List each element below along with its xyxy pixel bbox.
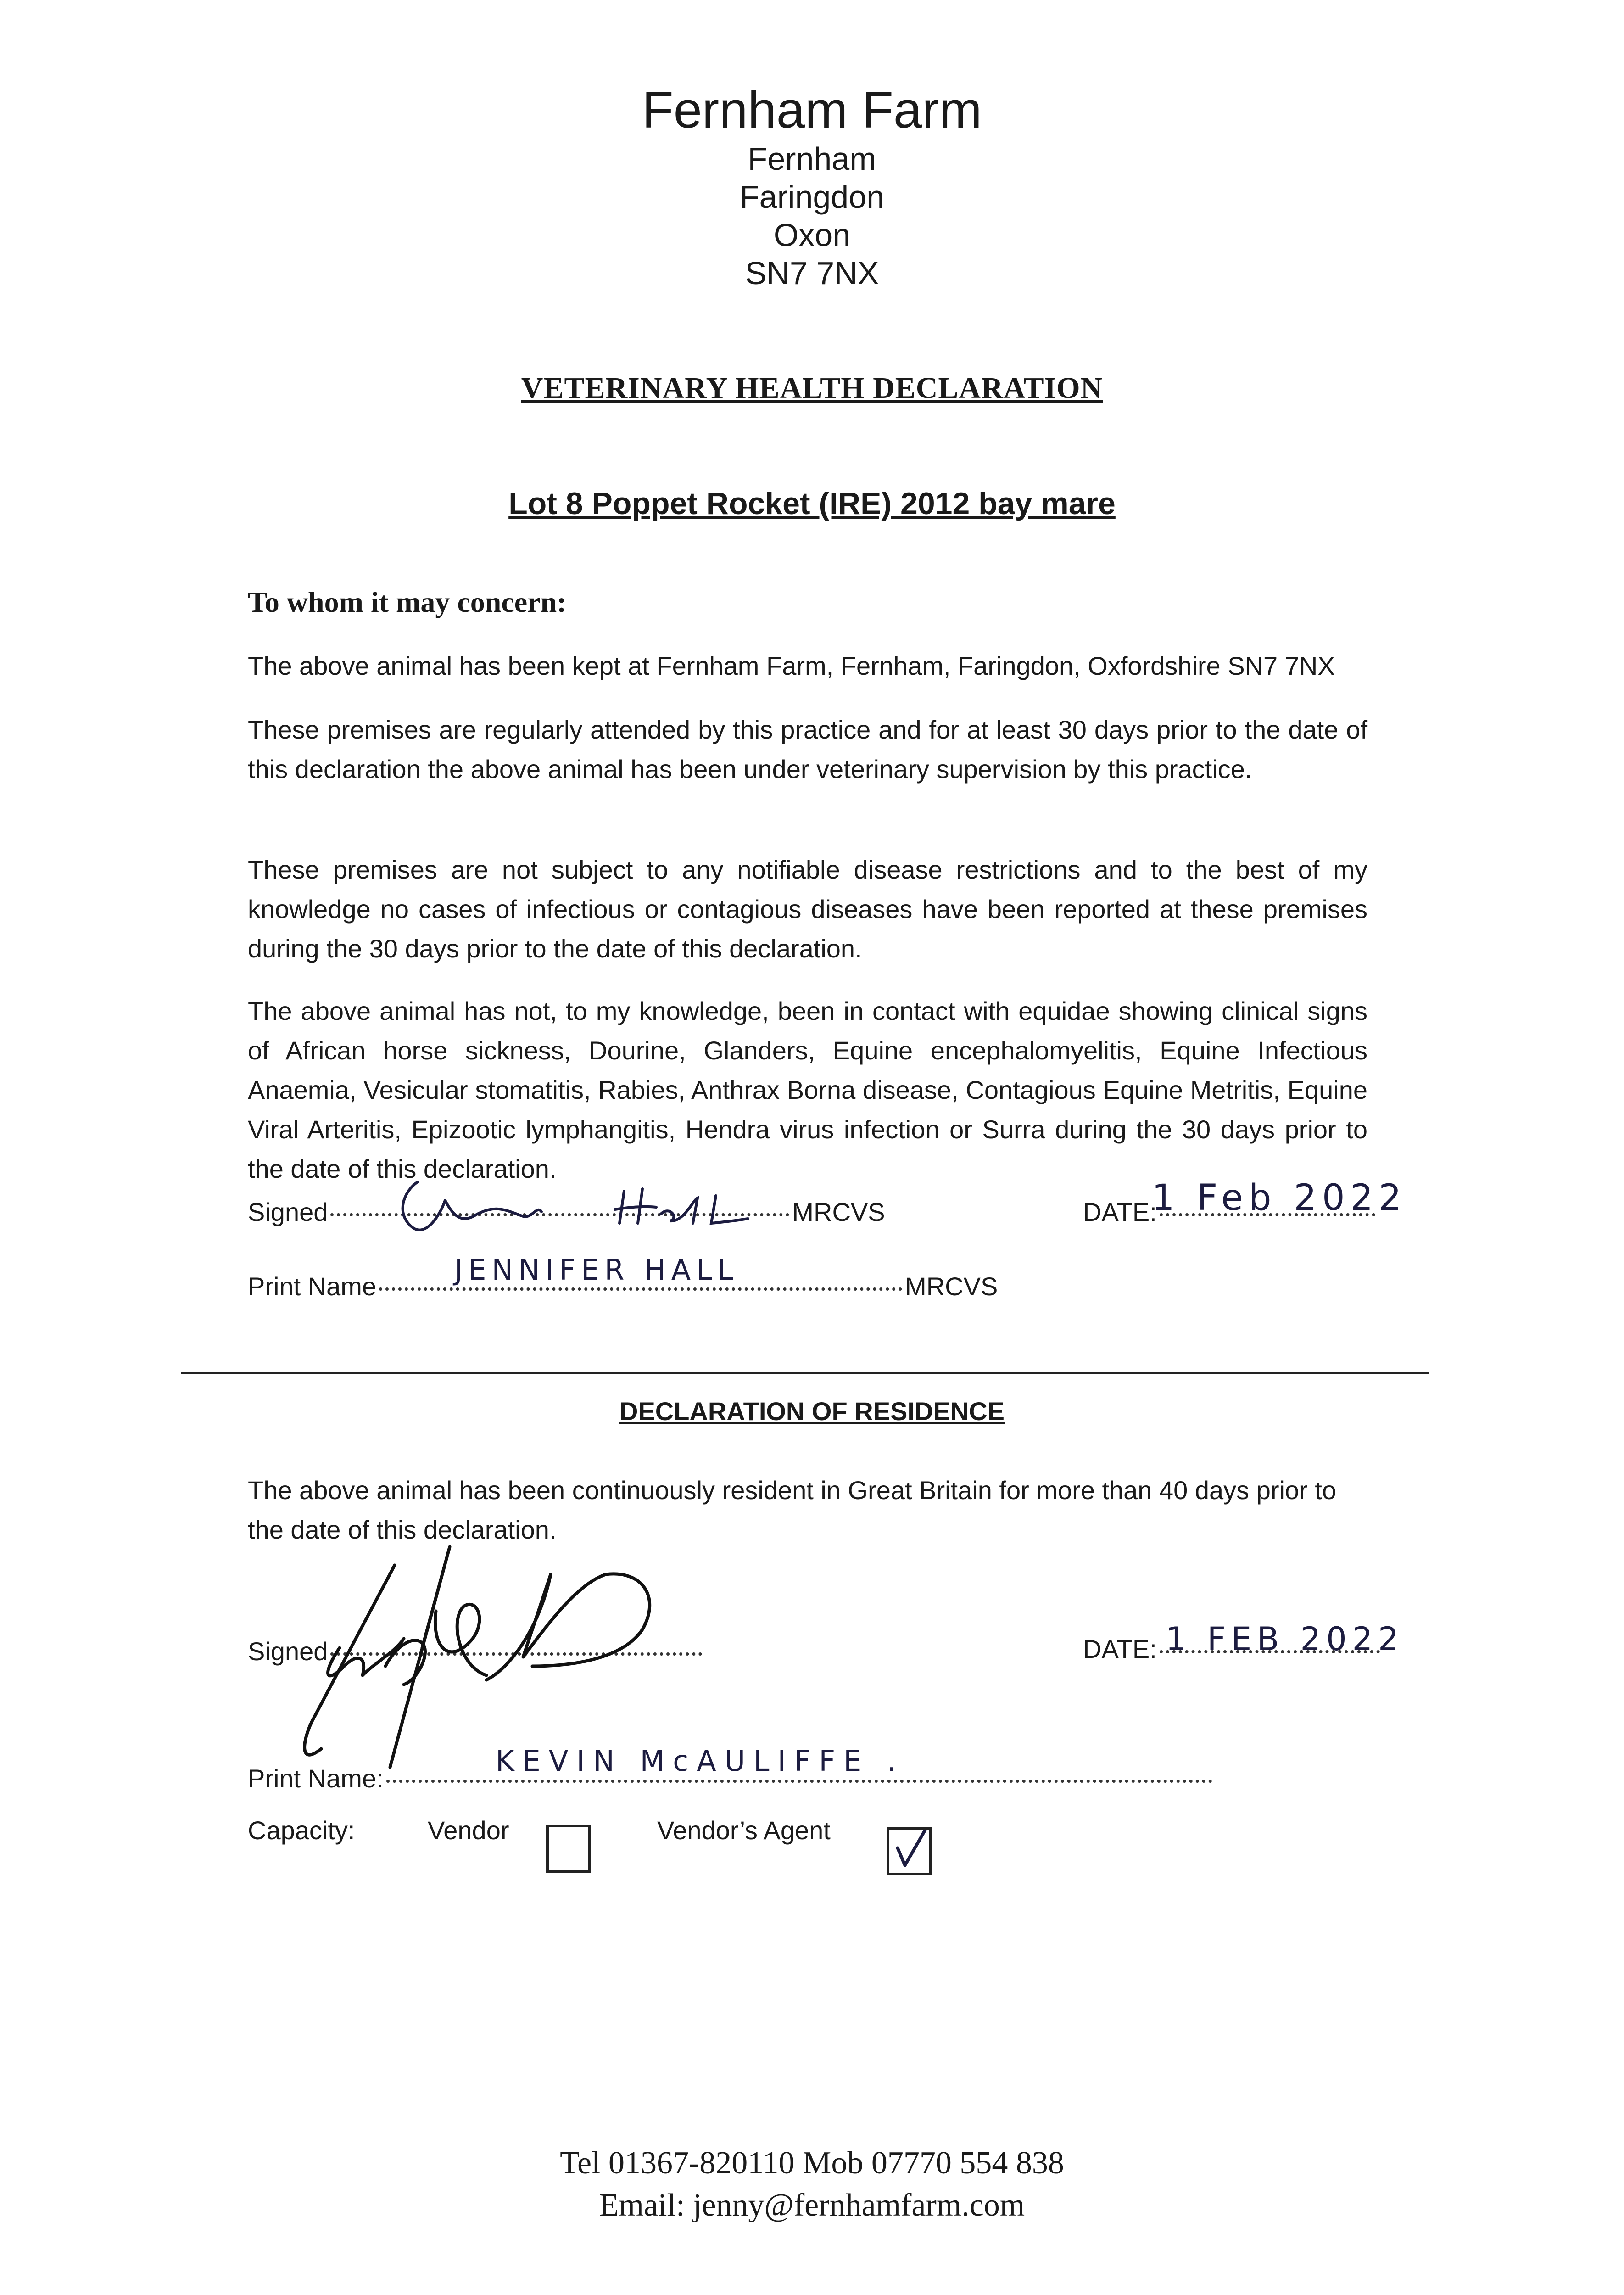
vendors-agent-checkbox[interactable]	[887, 1827, 932, 1875]
salutation: To whom it may concern:	[248, 586, 567, 618]
mrcvs-label: MRCVS	[792, 1198, 885, 1226]
vet-date-handwritten: 1 Feb 2022	[1152, 1177, 1407, 1219]
vet-print-name-handwritten: JENNIFER HALL	[454, 1253, 739, 1287]
footer-email: Email: jenny@fernhamfarm.com	[599, 2188, 1025, 2223]
mrcvs-label: MRCVS	[905, 1272, 998, 1301]
residence-print-name-handwritten: KEVIN McAULIFFE .	[496, 1744, 904, 1778]
farm-name: Fernham Farm	[642, 81, 982, 139]
paragraph-restrictions: These premises are not subject to any notifiable disease restrictions and to the best of my knowledge no cases of infectious or contagious diseases have been reported at these premises during the 30 days prior to the date of this declaration.	[248, 855, 1367, 963]
paragraph-kept: The above animal has been kept at Fernham Farm, Fernham, Faringdon, Oxfordshire SN7 7NX	[248, 651, 1335, 680]
residence-paragraph: The above animal has been continuously resident in Great Britain for more than 40 days prior to the date of this declaration.	[248, 1476, 1336, 1544]
print-name-dotted-line	[379, 1287, 902, 1291]
print-name-dotted-line	[386, 1779, 1212, 1783]
signed-label: Signed	[248, 1637, 328, 1666]
footer-phone: Tel 01367-820110 Mob 07770 554 838	[560, 2145, 1064, 2181]
residence-title: DECLARATION OF RESIDENCE	[619, 1397, 1005, 1426]
paragraph-contact: The above animal has not, to my knowledge, been in contact with equidae showing clinical signs of African horse sickness, Dourine, Glanders, Equine encephalomyelitis, Equine Infectious Anaemia, Vesicular stomatitis, Rabies, Anthrax Borna disease, Contagious Equine Metritis, Equine Viral Arteritis, Epizootic lymphangitis, Hendra virus infection or Surra during the 30 days prior to the date of this declaration.	[248, 996, 1367, 1183]
letterhead	[0, 80, 1624, 292]
vet-declaration-title: VETERINARY HEALTH DECLARATION	[521, 371, 1103, 405]
print-name-label: Print Name	[248, 1272, 377, 1301]
print-name-label: Print Name:	[248, 1764, 384, 1793]
date-label: DATE:	[1083, 1634, 1157, 1663]
date-label: DATE:	[1083, 1198, 1157, 1226]
vendor-label: Vendor	[428, 1816, 509, 1845]
lot-title: Lot 8 Poppet Rocket (IRE) 2012 bay mare	[508, 486, 1116, 521]
address-line: Faringdon	[739, 179, 885, 215]
signed-label: Signed	[248, 1198, 328, 1226]
vet-signature-drawing	[385, 1173, 762, 1242]
section-divider	[181, 1372, 1429, 1374]
address-line: Oxon	[773, 217, 851, 253]
residence-date-handwritten: 1 FEB 2022	[1166, 1620, 1404, 1658]
address-line: Fernham	[748, 141, 876, 177]
checkmark-icon	[889, 1830, 929, 1873]
address-line: SN7 7NX	[745, 255, 879, 291]
vendor-checkbox[interactable]	[546, 1825, 591, 1873]
vendors-agent-label: Vendor’s Agent	[657, 1816, 831, 1845]
paragraph-supervision: These premises are regularly attended by this practice and for at least 30 days prior to the date of this declaration the above animal has been under veterinary supervision by this practice.	[248, 715, 1367, 784]
capacity-label: Capacity:	[248, 1816, 355, 1845]
